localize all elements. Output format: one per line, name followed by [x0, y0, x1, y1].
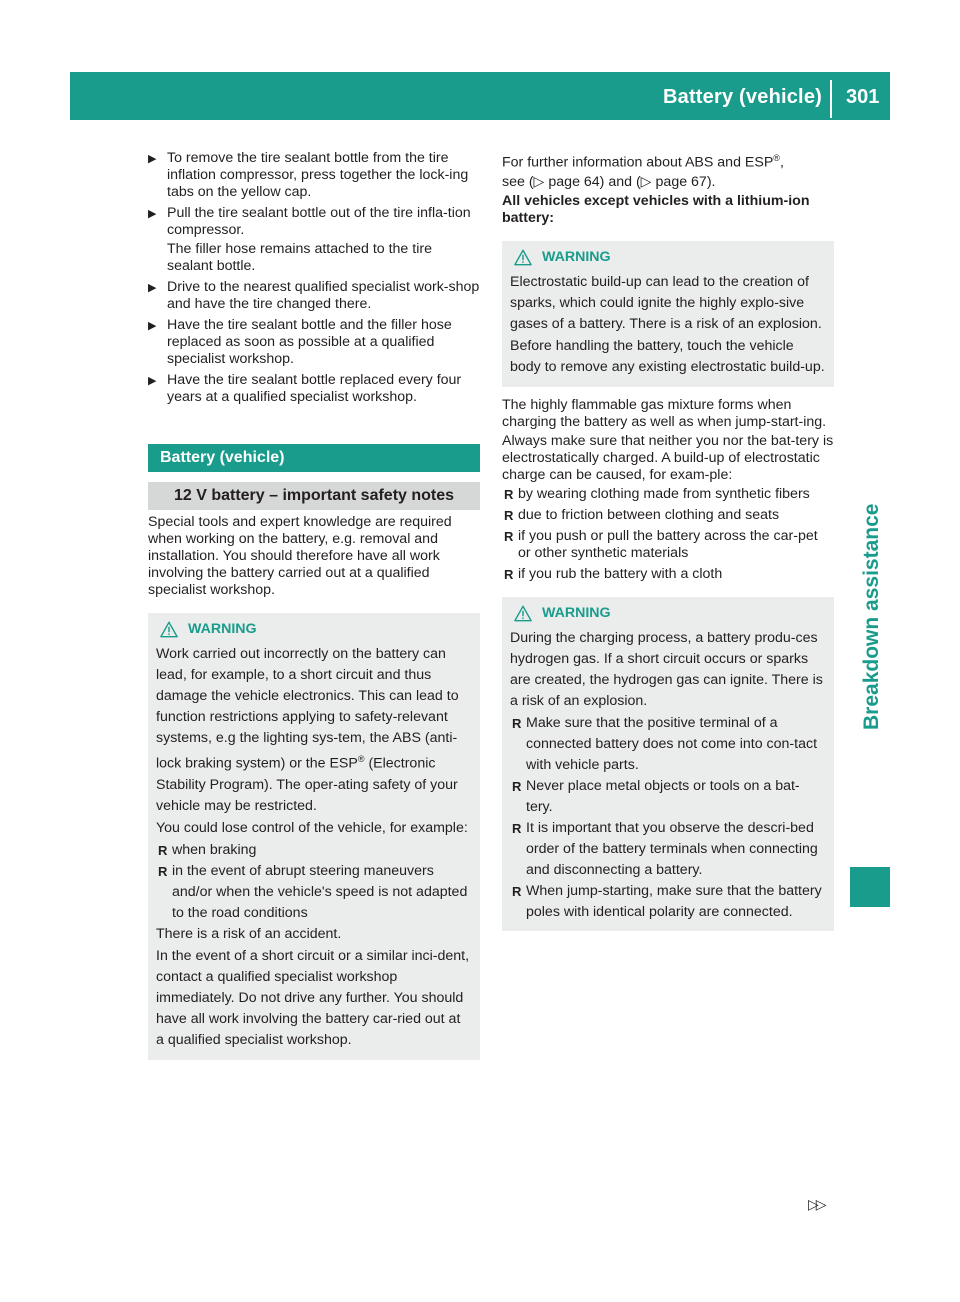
step-item [148, 150, 480, 201]
step-item [148, 205, 480, 275]
warning-title: WARNING [542, 248, 611, 265]
warning-paragraph: During the charging process, a battery produ-ces hydrogen gas. If a short circuit occurs or sparks are created, the hydrogen gas can ignite. There is a risk of an explosion. [510, 629, 823, 709]
list-item: R in the event of abrupt steering maneuvers and/or when the vehicle's speed is not adapted to the road conditions [158, 862, 468, 921]
warning-paragraph: Work carried out incorrectly on the battery can lead, for example, to a short circuit and thus damage the vehicle electronics. This can lead to function restrictions applying to safety-relevant systems, e.g the lighting sys-tem, the ABS (anti-lock braking system) or the ESP® (Electronic Stability Program). The oper-ating safety of your vehicle may be restricted. [156, 646, 459, 814]
right-column [502, 150, 834, 941]
r-bullet-icon: R [504, 507, 514, 523]
warning-triangle-icon [160, 621, 178, 638]
r-bullet-icon: R [504, 528, 514, 544]
arrow-right-icon: ▶ [148, 375, 157, 387]
warning-header [510, 247, 826, 268]
list-item: R Make sure that the positive terminal of a connected battery does not come into con-tact with vehicle parts. [512, 714, 818, 773]
subsection-heading: 12 V battery – important safety notes [148, 482, 480, 510]
step-subtext: The filler hose remains attached to the tire sealant bottle. [167, 241, 432, 274]
list-item: R when braking [156, 840, 472, 861]
arrow-right-icon: ▶ [148, 153, 157, 165]
r-bullet-icon: R [512, 778, 522, 794]
list-item: R When jump-starting, make sure that the battery poles with identical polarity are connected. [512, 882, 822, 920]
intro-paragraph: Special tools and expert knowledge are required when working on the battery, e.g. removal and installation. You should therefore have all work involving the battery carried out at a qualified specialist workshop. [148, 514, 452, 598]
warning-header [510, 603, 826, 624]
page-title: Battery (vehicle) [662, 86, 822, 108]
side-tab-label: Breakdown assistance [860, 503, 883, 730]
list-item: R due to friction between clothing and seats [504, 506, 780, 523]
warning-paragraph: You could lose control of the vehicle, for example: [156, 819, 468, 836]
warning-paragraph: In the event of a short circuit or a similar inci-dent, contact a qualified specialist workshop immediately. Do not drive any further. You should have all work involving the battery car-ried out at a qualified specialist workshop. [156, 947, 470, 1048]
r-bullet-icon: R [158, 842, 168, 858]
step-text: To remove the tire sealant bottle from the tire inflation compressor, press together the lock-ing tabs on the yellow cap. [167, 150, 469, 200]
r-bullet-icon: R [512, 820, 522, 836]
page-reference: see (▷ page 64) and (▷ page 67). [502, 173, 716, 190]
step-text: Pull the tire sealant bottle out of the tire infla-tion compressor. [167, 205, 471, 238]
r-bullet-icon: R [512, 715, 522, 731]
page-number: 301 [846, 86, 880, 108]
step-item [148, 279, 480, 313]
step-text: Have the tire sealant bottle replaced every four years at a qualified specialist workshop. [167, 372, 462, 405]
arrow-right-icon: ▶ [148, 282, 157, 294]
info-paragraph: For further information about ABS and ESP®, [502, 153, 784, 171]
step-item [148, 317, 480, 368]
r-bullet-icon: R [504, 566, 514, 582]
r-bullet-icon: R [504, 486, 514, 502]
body-paragraph: Always make sure that neither you nor the bat-tery is electrostatically charged. A build-up of electrostatic charge can be caused, for exam-ple: [502, 432, 834, 483]
warning-triangle-icon [514, 605, 532, 622]
r-bullet-icon: R [158, 863, 168, 879]
warning-triangle-icon [514, 249, 532, 266]
warning-header [156, 619, 472, 640]
warning-paragraph: There is a risk of an accident. [156, 925, 342, 942]
warning-box [148, 613, 480, 1060]
r-bullet-icon: R [512, 883, 522, 899]
list-item: R It is important that you observe the descri-bed order of the battery terminals when connecting and disconnecting a battery. [512, 819, 818, 878]
list-item: R by wearing clothing made from synthetic fibers [504, 485, 810, 502]
arrow-right-icon: ▶ [148, 208, 157, 220]
warning-box [502, 597, 834, 931]
side-tab-block [850, 867, 890, 907]
left-column [148, 150, 480, 1070]
warning-paragraph: Electrostatic build-up can lead to the creation of sparks, which could ignite the highly explo-sive gases of a battery. There is a risk of an explosion. [510, 273, 822, 332]
list-item: R if you push or pull the battery across the car-pet or other synthetic materials [504, 527, 818, 561]
continue-marker: ▷▷ [808, 1196, 824, 1212]
body-paragraph: The highly flammable gas mixture forms when charging the battery as well as when jump-start-ing. [502, 396, 827, 430]
arrow-right-icon: ▶ [148, 320, 157, 332]
header-separator [830, 80, 832, 118]
warning-title: WARNING [188, 621, 257, 637]
warning-box [502, 241, 834, 387]
section-heading: Battery (vehicle) [148, 444, 480, 472]
warning-paragraph: Before handling the battery, touch the vehicle body to remove any existing electrostatic build-up. [510, 337, 825, 375]
warning-title: WARNING [542, 604, 611, 621]
step-text: Drive to the nearest qualified specialist work-shop and have the tire changed there. [167, 279, 480, 312]
list-item: R if you rub the battery with a cloth [504, 565, 723, 582]
step-text: Have the tire sealant bottle and the filler hose replaced as soon as possible at a qualified specialist workshop. [167, 317, 452, 367]
step-item [148, 372, 480, 406]
bold-heading: All vehicles except vehicles with a lithium-ion battery: [502, 192, 810, 226]
list-item: R Never place metal objects or tools on a bat-tery. [512, 777, 800, 815]
